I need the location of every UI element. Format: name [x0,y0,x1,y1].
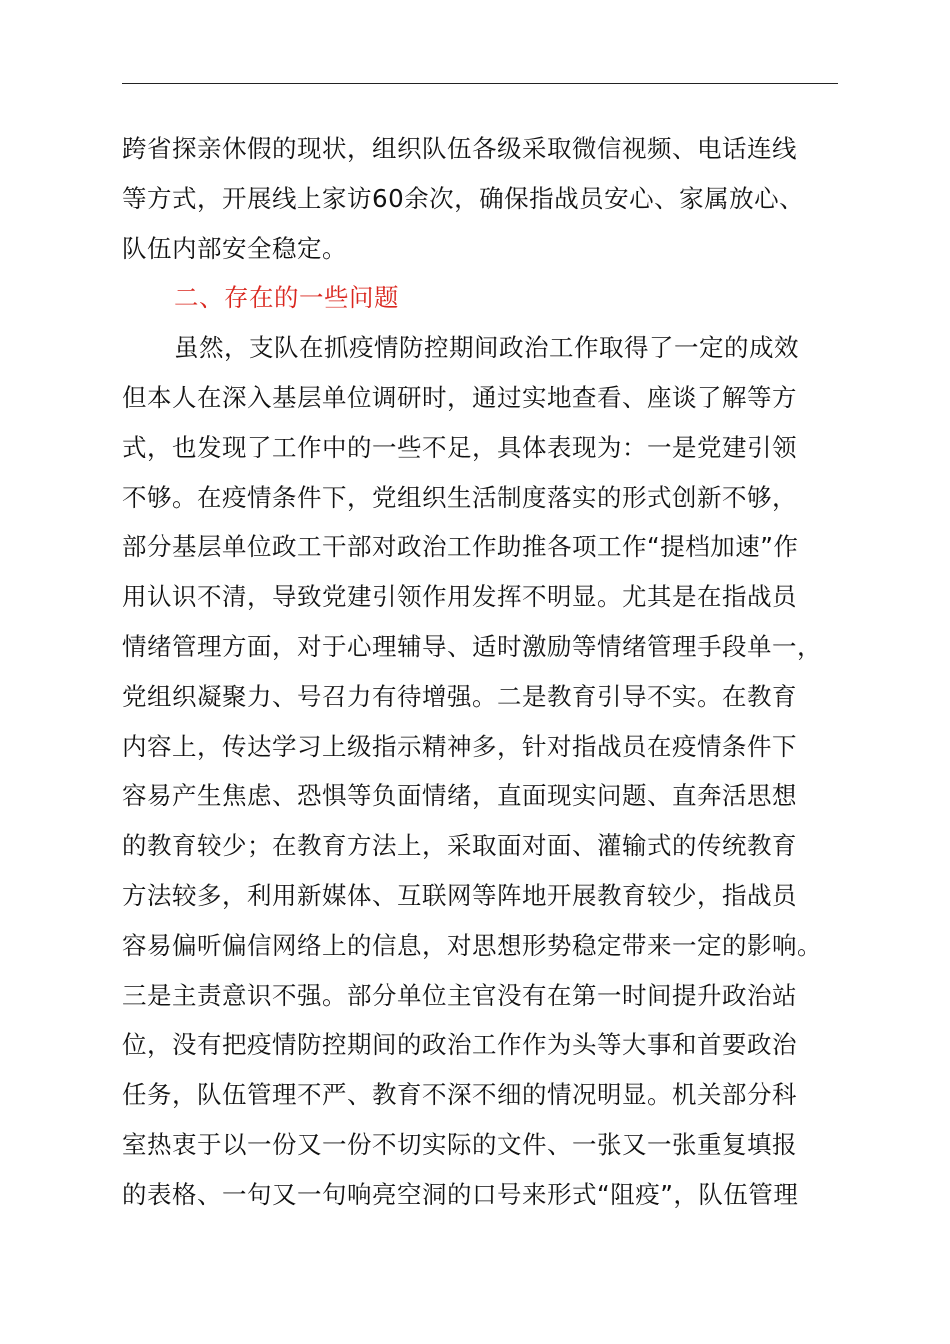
paragraph-line: 内容上，传达学习上级指示精神多，针对指战员在疫情条件下 [122,731,797,761]
document-body [122,124,842,1220]
paragraph-line: 的表格、一句又一句响亮空洞的口号来形式“阻疫”，队伍管理 [122,1179,799,1209]
paragraph-line: 用认识不清，导致党建引领作用发挥不明显。尤其是在指战员 [122,582,797,612]
paragraph-line: 但本人在深入基层单位调研时，通过实地查看、座谈了解等方 [122,382,797,412]
paragraph-line: 容易偏听偏信网络上的信息，对思想形势稳定带来一定的影响。 [122,930,822,960]
body-line: 队伍内部安全稳定。 [122,233,347,263]
paragraph-line: 位，没有把疫情防控期间的政治工作作为头等大事和首要政治 [122,1030,797,1060]
paragraph-line: 任务，队伍管理不严、教育不深不细的情况明显。机关部分科 [122,1080,797,1110]
paragraph-line: 室热衷于以一份又一份不切实际的文件、一张又一张重复填报 [122,1129,797,1159]
body-line: 跨省探亲休假的现状，组织队伍各级采取微信视频、电话连线 [122,134,797,163]
paragraph-line: 方法较多，利用新媒体、互联网等阵地开展教育较少，指战员 [122,880,797,910]
paragraph-line: 情绪管理方面，对于心理辅导、适时激励等情绪管理手段单一， [122,631,822,661]
section-heading: 二、存在的一些问题 [174,283,399,313]
paragraph-line: 部分基层单位政工干部对政治工作助推各项工作“提档加速”作 [122,532,799,562]
paragraph-line: 三是主责意识不强。部分单位主官没有在第一时间提升政治站 [122,980,797,1010]
paragraph-line: 式，也发现了工作中的一些不足，具体表现为：一是党建引领 [122,432,797,462]
paragraph-line: 容易产生焦虑、恐惧等负面情绪，直面现实问题、直奔活思想 [122,781,797,811]
paragraph-line: 虽然，支队在抓疫情防控期间政治工作取得了一定的成效 [174,333,799,363]
header-rule [122,83,838,84]
paragraph-line: 党组织凝聚力、号召力有待增强。二是教育引导不实。在教育 [122,681,797,711]
body-line: 等方式，开展线上家访60余次，确保指战员安心、家属放心、 [122,183,805,213]
paragraph-line: 的教育较少；在教育方法上，采取面对面、灌输式的传统教育 [122,831,797,861]
paragraph-line: 不够。在疫情条件下，党组织生活制度落实的形式创新不够， [122,482,797,512]
